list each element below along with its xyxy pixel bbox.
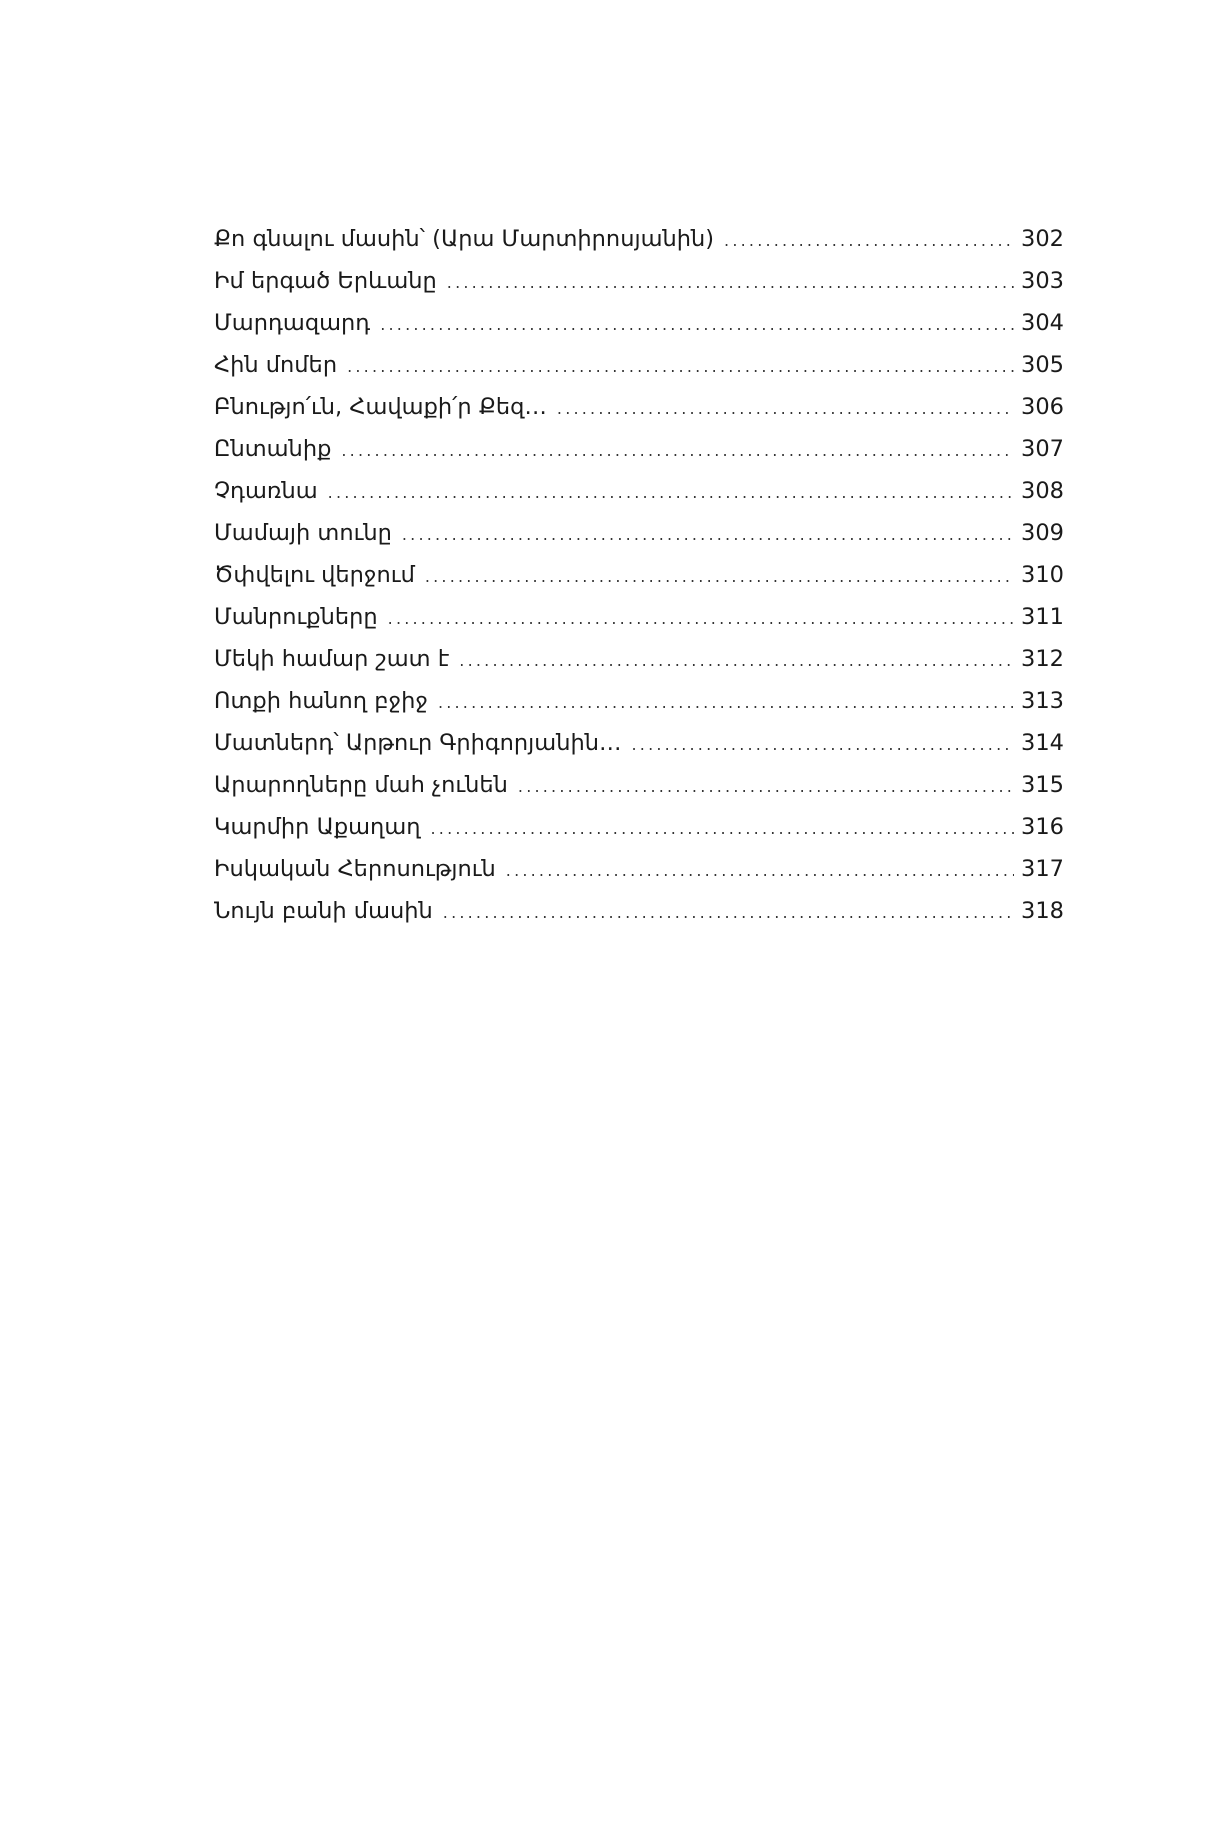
toc-entry [214,890,1064,932]
dot-leader [388,598,1014,640]
toc-entry-title: Արարողները մահ չունեն [214,772,508,798]
toc-entry-page: 315 [1021,772,1064,798]
dot-leader [341,430,1014,472]
dot-leader [632,724,1015,766]
toc-entry-page: 311 [1021,604,1064,630]
toc-entry-page: 312 [1021,646,1064,672]
toc-entry-title: Նույն բանի մասին [214,898,433,924]
toc-entry [214,386,1064,428]
toc-entry [214,344,1064,386]
toc-entry-title: Ծփվելու վերջում [214,562,415,588]
toc-entry-title: Մատներդ՝ Արթուր Գրիգորյանին… [214,730,622,756]
toc-entry-title: Մանրուքները [214,604,378,630]
dot-leader [380,304,1014,346]
toc-entry-title: Քո գնալու մասին՝ (Արա Մարտիրոսյանին) [214,226,715,252]
dot-leader [459,640,1014,682]
dot-leader [557,388,1014,430]
toc-entry-title: Իմ երգած Երևանը [214,268,437,294]
toc-entry-title: Ոտքի հանող բջիջ [214,688,428,714]
toc-entry [214,302,1064,344]
toc-entry [214,260,1064,302]
toc-entry-title: Չդառնա [214,478,318,504]
dot-leader [425,556,1014,598]
toc-entry [214,722,1064,764]
toc-entry-page: 304 [1021,310,1064,336]
toc-entry [214,554,1064,596]
toc-entry-page: 308 [1021,478,1064,504]
dot-leader [347,346,1014,388]
dot-leader [724,220,1014,262]
toc-entry [214,470,1064,512]
toc-entry-title: Մեկի համար շատ է [214,646,450,672]
toc-entry-page: 318 [1021,898,1064,924]
dot-leader [518,766,1014,808]
toc-entry-title: Իսկական Հերոսություն [214,856,496,882]
toc-entry [214,680,1064,722]
toc-entry [214,848,1064,890]
toc-entry-page: 305 [1021,352,1064,378]
dot-leader [402,514,1014,556]
toc-entry-page: 317 [1021,856,1064,882]
toc-entry-page: 309 [1021,520,1064,546]
dot-leader [431,808,1014,850]
toc-entry-title: Կարմիր Աքաղաղ [214,814,421,840]
toc-entry-title: Բնությո՛ւն, Հավաքի՛ր Քեզ… [214,394,547,420]
table-of-contents [214,218,1064,932]
toc-entry-page: 313 [1021,688,1064,714]
toc-entry [214,218,1064,260]
toc-entry [214,764,1064,806]
toc-entry-title: Ընտանիք [214,436,332,462]
toc-entry-title: Հին մոմեր [214,352,338,378]
dot-leader [328,472,1014,514]
dot-leader [438,682,1014,724]
toc-entry-page: 303 [1021,268,1064,294]
toc-entry [214,638,1064,680]
toc-entry [214,806,1064,848]
dot-leader [447,262,1014,304]
dot-leader [506,850,1014,892]
toc-entry [214,512,1064,554]
toc-entry-page: 307 [1021,436,1064,462]
toc-entry-page: 306 [1021,394,1064,420]
dot-leader [443,892,1014,934]
toc-entry-page: 316 [1021,814,1064,840]
toc-entry-page: 310 [1021,562,1064,588]
toc-entry-title: Մամայի տունը [214,520,392,546]
toc-entry-page: 314 [1021,730,1064,756]
toc-entry-title: Մարդազարդ [214,310,371,336]
toc-entry-page: 302 [1021,226,1064,252]
toc-entry [214,596,1064,638]
toc-entry [214,428,1064,470]
